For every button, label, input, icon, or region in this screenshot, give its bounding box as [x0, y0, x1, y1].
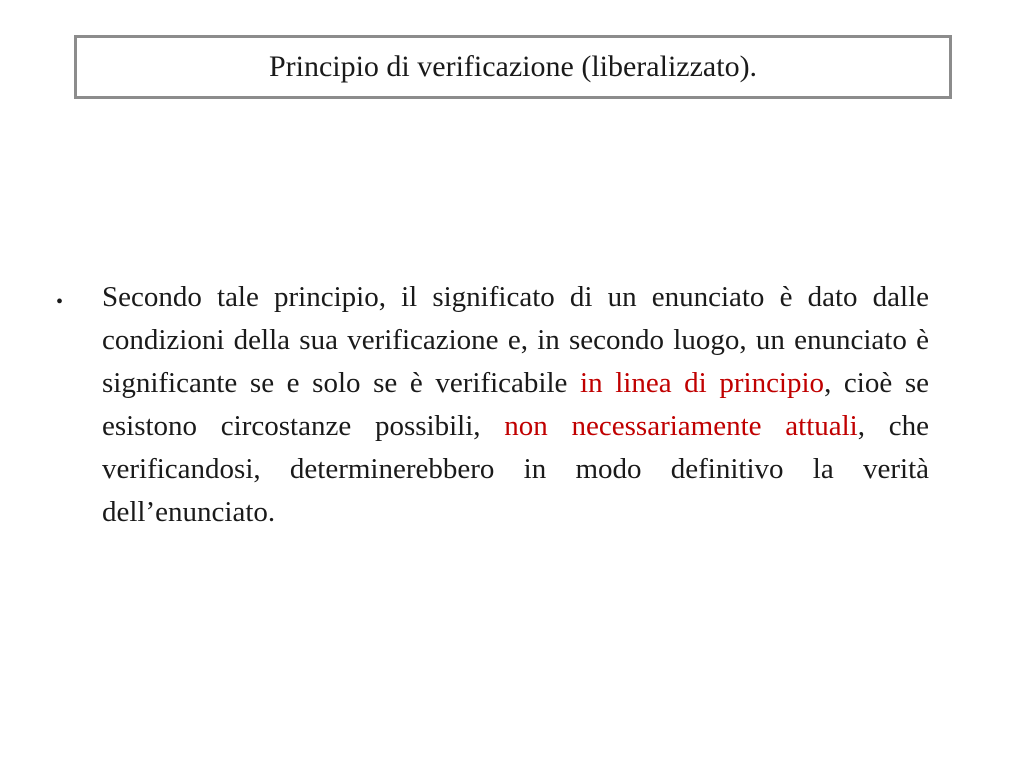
bullet-item — [102, 276, 929, 534]
emphasis-non-necessariamente-attuali: non necessariamente attuali — [504, 410, 858, 442]
title-box — [74, 35, 952, 99]
bullet-paragraph — [102, 276, 929, 534]
bullet-dot-icon: • — [56, 291, 64, 313]
emphasis-in-linea-di-principio: in linea di principio — [580, 367, 825, 399]
paragraph-text-2: , cioè se esistono circostanze possibili, — [102, 367, 930, 442]
paragraph-text-3: , che verificandosi, determinerebbero in modo definitivo la verità dell’enunciato. — [102, 410, 929, 528]
slide-title: Principio di verificazione (liberalizzato). — [268, 50, 758, 83]
paragraph-text-1: Secondo tale principio, il significato di un enunciato è dato dalle condizioni della sua verificazione e, in secondo luogo, un enunciato è significante se e solo se è verificabile — [102, 281, 929, 399]
